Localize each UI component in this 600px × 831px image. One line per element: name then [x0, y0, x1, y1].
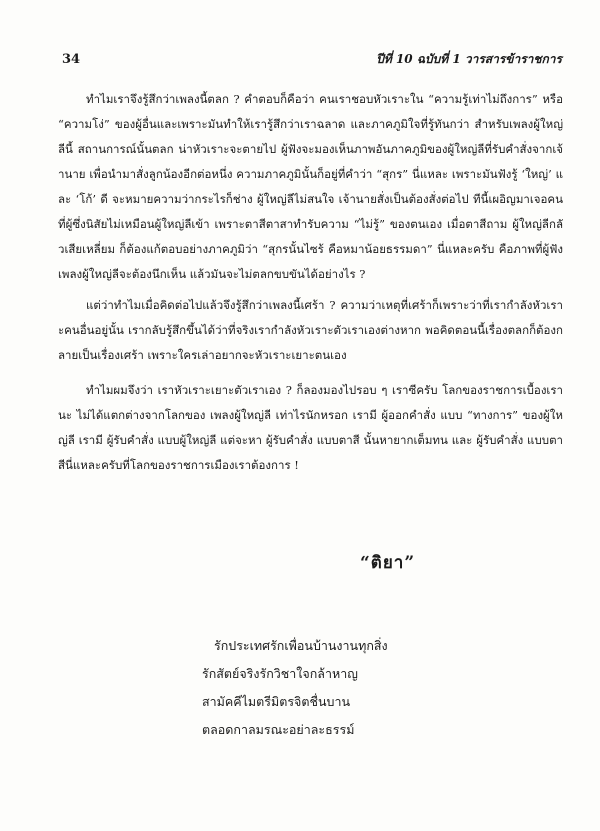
paragraph: ทำไมผมจึงว่า เราหัวเราะเยาะตัวเราเอง ? ก็ลองมองไปรอบ ๆ เราซีครับ โลกของราชการเบื้องเรานะ ไม่ได้แตกต่างจากโลกของ เพลงผู้ใหญ่ลี เท่าไรนักหรอก เรามี ผู้ออกคำสั่ง แบบ “ทางการ” ของผู้ใหญ่ลี เรามี ผู้รับคำสั่ง แบบผู้ใหญ่ลี แต่จะหา ผู้รับคำสั่ง แบบตาสี นั้นหายากเต็มทน และ ผู้รับคำสั่ง แบบตาสีนี่แหละครับที่โลกของราชการเมืองเราต้องการ !: [58, 383, 563, 472]
page-number: 34: [62, 52, 81, 67]
poem-line: รักประเทศรักเพื่อนบ้านงานทุกสิ่ง: [214, 638, 388, 653]
paragraph: แต่ว่าทำไมเมื่อคิดต่อไปแล้วจึงรู้สึกว่าเพลงนี้เศร้า ? ความว่าเหตุที่เศร้าก็เพราะว่าที่เรากำลังหัวเราะคนอื่นอยู่นั้น เรากลับรู้สึกขึ้นได้ว่าที่จริงเรากำลังหัวเราะตัวเราเองต่างหาก พอคิดตอนนี้เรื่องตลกก็ต้องกลายเป็นเรื่องเศร้า เพราะใครเล่าอยากจะหัวเราะเยาะตนเอง: [58, 298, 563, 362]
closing-poem: [202, 632, 388, 744]
paragraph: ทำไมเราจึงรู้สึกว่าเพลงนี้ตลก ? คำตอบก็คือว่า คนเราชอบหัวเราะใน “ความรู้เท่าไม่ถึงการ” หรือ “ความโง่” ของผู้อื่นและเพราะมันทำให้เรารู้สึกว่าเราฉลาด และภาคภูมิใจที่รู้ทันกว่า สำหรับเพลงผู้ใหญ่ลีนี้ สถานการณ์นั้นตลก น่าหัวเราะจะตายไป ผู้ฟังจะมองเห็นภาพอันภาคภูมิของผู้ใหญ่ลีที่รับคำสั่งจากเจ้านาย เพื่อนำมาสั่งลูกน้องอีกต่อหนึ่ง ความภาคภูมินั้นก็อยู่ที่คำว่า “สุกร” นี่แหละ เพราะมันฟังรู้ ‘ใหญ่’ และ ‘โก้’ ดี จะหมายความว่ากระไรก็ช่าง ผู้ใหญ่ลีไม่สนใจ เจ้านายสั่งเป็นต้องสั่งต่อไป ทีนี้เผอิญมาเจอคนที่ผู้ซึ่งนิสัยไม่เหมือนผู้ใหญ่ลีเข้า เพราะตาสีตาสาทำรับความ “ไม่รู้” ของตนเอง เมื่อตาสีถาม ผู้ใหญ่ลีกลัวเสียเหลี่ยม ก็ต้องแก้ตอบอย่างภาคภูมิว่า “สุกรนั้นไซร้ คือหมาน้อยธรรมดา” นี่แหละครับ คือภาพที่ผู้ฟังเพลงผู้ใหญ่ลีจะต้องนึกเห็น แล้วมันจะไม่ตลกขบขันได้อย่างไร ?: [58, 92, 563, 281]
running-head: ปีที่ 10 ฉบับที่ 1 วารสารข้าราชการ: [376, 52, 562, 66]
article-body: [58, 87, 563, 490]
poem-line: รักสัตย์จริงรักวิชาใจกล้าหาญ: [202, 666, 358, 681]
poem-line: ตลอดกาลมรณะอย่าละธรรม์: [202, 722, 355, 737]
page-header: [62, 50, 562, 70]
poem-line: สามัคคีไมตรีมิตรจิตชื่นบาน: [202, 694, 351, 709]
author-signature: “ติยา”: [360, 553, 416, 573]
